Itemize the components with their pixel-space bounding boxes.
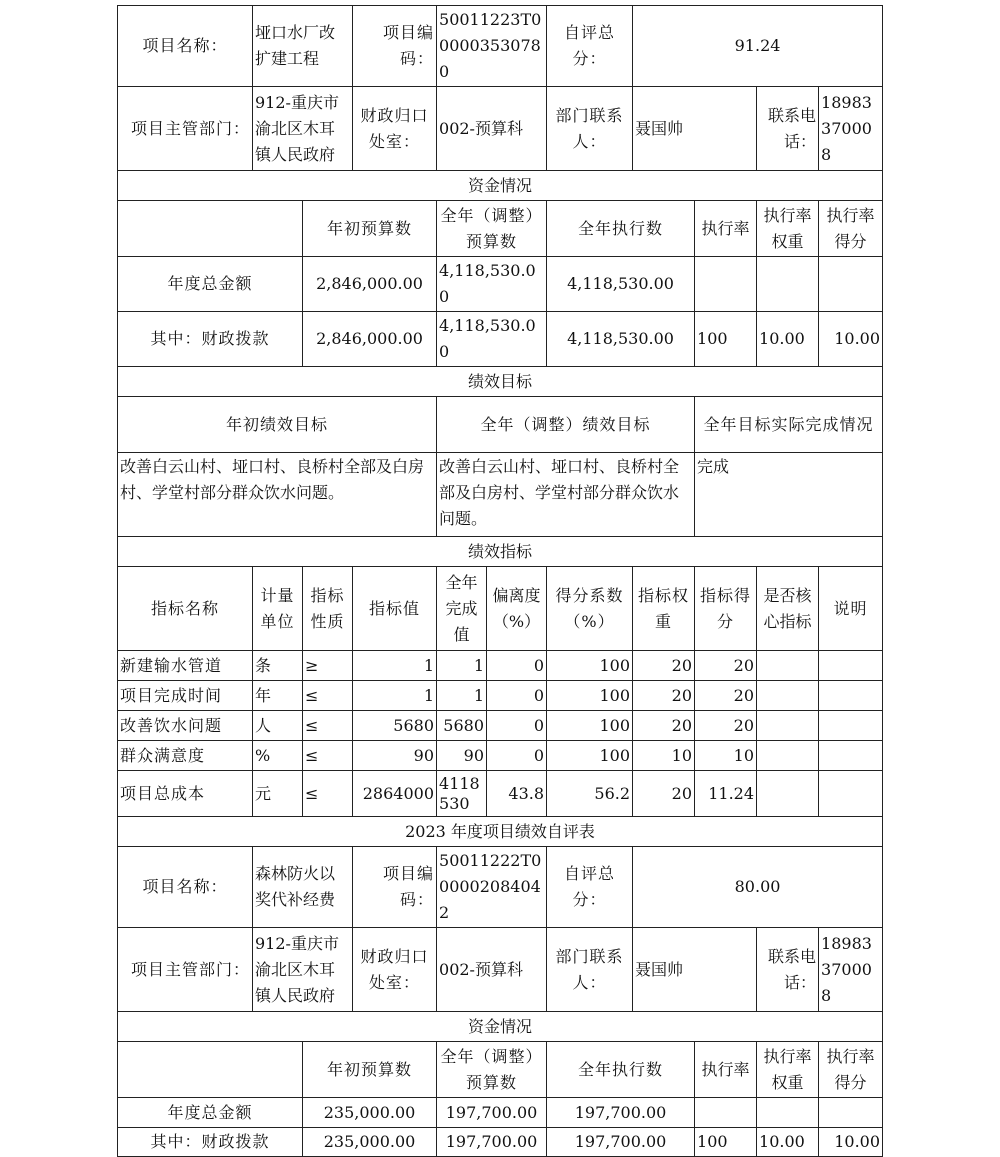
goals-section-title: 绩效目标: [118, 367, 883, 397]
dept-label: 项目主管部门：: [118, 928, 253, 1012]
indicator-deviation: 43.8: [487, 771, 547, 817]
goals-section-row: [118, 367, 883, 397]
indicator-deviation: 0: [487, 681, 547, 711]
self-score-value: 91.24: [633, 6, 883, 87]
self-score-label: 自评总分：: [547, 6, 633, 87]
performance-self-evaluation-table: [117, 5, 883, 1157]
indicator-weight: 20: [633, 681, 695, 711]
p1-funds-section-row: [118, 171, 883, 201]
ind-nature-header: 指标性质: [303, 567, 353, 651]
total-weight: [757, 1098, 819, 1128]
indicator-name: 群众满意度: [118, 741, 253, 771]
table-title: 2023 年度项目绩效自评表: [118, 817, 883, 847]
p2-funds-header-row: [118, 1042, 883, 1098]
project-code-value: 50011222T000002084042: [437, 847, 547, 928]
ind-value-header: 指标值: [353, 567, 437, 651]
indicator-score: 20: [695, 711, 757, 741]
indicator-name: 项目完成时间: [118, 681, 253, 711]
indicator-score: 10: [695, 741, 757, 771]
ind-name-header: 指标名称: [118, 567, 253, 651]
indicator-core: [757, 681, 819, 711]
indicator-value: 5680: [353, 711, 437, 741]
indicators-header-row: [118, 567, 883, 651]
indicator-score: 20: [695, 651, 757, 681]
fiscal-initial: 2,846,000.00: [303, 312, 437, 367]
goal-adjusted-header: 全年（调整）绩效目标: [437, 397, 695, 453]
indicator-deviation: 0: [487, 741, 547, 771]
indicator-value: 1: [353, 651, 437, 681]
indicator-deviation: 0: [487, 711, 547, 741]
phone-value: 18983370008: [819, 928, 883, 1012]
indicator-nature: ≤: [303, 711, 353, 741]
indicator-name: 改善饮水问题: [118, 711, 253, 741]
contact-label: 部门联系人：: [547, 87, 633, 171]
indicator-actual: 5680: [437, 711, 487, 741]
ind-weight-header: 指标权重: [633, 567, 695, 651]
indicator-note: [819, 741, 883, 771]
fiscal-adjusted: 197,700.00: [437, 1128, 547, 1157]
indicators-section-row: [118, 537, 883, 567]
total-score: [819, 257, 883, 312]
phone-value: 18983370008: [819, 87, 883, 171]
indicator-nature: ≤: [303, 741, 353, 771]
total-score: [819, 1098, 883, 1128]
col-adjusted-budget: 全年（调整）预算数: [437, 201, 547, 257]
fiscal-adjusted: 4,118,530.00: [437, 312, 547, 367]
indicator-coef: 100: [547, 681, 633, 711]
col-exec-rate: 执行率: [695, 201, 757, 257]
total-weight: [757, 257, 819, 312]
funds-header-blank: [118, 1042, 303, 1098]
p2-fiscal-row: [118, 1128, 883, 1157]
indicator-deviation: 0: [487, 651, 547, 681]
indicator-actual: 1: [437, 651, 487, 681]
indicator-unit: 元: [253, 771, 303, 817]
indicator-actual: 1: [437, 681, 487, 711]
table-row: [118, 741, 883, 771]
total-rate: [695, 257, 757, 312]
goal-initial-header: 年初绩效目标: [118, 397, 437, 453]
indicator-actual: 4118530: [437, 771, 487, 817]
col-exec-weight: 执行率权重: [757, 201, 819, 257]
funds-section-title: 资金情况: [118, 1012, 883, 1042]
indicator-core: [757, 771, 819, 817]
p1-total-row: [118, 257, 883, 312]
project-name-value: 森林防火以奖代补经费: [253, 847, 353, 928]
col-exec-rate: 执行率: [695, 1042, 757, 1098]
table-row: [118, 651, 883, 681]
indicator-weight: 20: [633, 711, 695, 741]
indicator-value: 90: [353, 741, 437, 771]
indicator-note: [819, 711, 883, 741]
dept-value: 912-重庆市渝北区木耳镇人民政府: [253, 87, 353, 171]
row-fiscal-label: 其中：财政拨款: [118, 1128, 303, 1157]
project-name-label: 项目名称：: [118, 6, 253, 87]
contact-value: 聂国帅: [633, 928, 757, 1012]
total-adjusted: 4,118,530.00: [437, 257, 547, 312]
project-name-value: 垭口水厂改扩建工程: [253, 6, 353, 87]
table-row: [118, 771, 883, 817]
indicator-nature: ≤: [303, 771, 353, 817]
row-fiscal-label: 其中：财政拨款: [118, 312, 303, 367]
indicator-weight: 20: [633, 651, 695, 681]
col-exec-weight: 执行率权重: [757, 1042, 819, 1098]
indicator-note: [819, 681, 883, 711]
indicator-weight: 10: [633, 741, 695, 771]
fiscal-initial: 235,000.00: [303, 1128, 437, 1157]
ind-actual-header: 全年完成值: [437, 567, 487, 651]
indicator-coef: 100: [547, 711, 633, 741]
p1-funds-header-row: [118, 201, 883, 257]
total-rate: [695, 1098, 757, 1128]
self-score-label: 自评总分：: [547, 847, 633, 928]
goals-content-row: [118, 453, 883, 537]
goal-actual-header: 全年目标实际完成情况: [695, 397, 883, 453]
self-score-value: 80.00: [633, 847, 883, 928]
table-row: [118, 711, 883, 741]
ind-deviation-header: 偏离度（%）: [487, 567, 547, 651]
ind-core-header: 是否核心指标: [757, 567, 819, 651]
total-initial: 2,846,000.00: [303, 257, 437, 312]
finance-value: 002-预算科: [437, 928, 547, 1012]
col-exec-score: 执行率得分: [819, 1042, 883, 1098]
col-initial-budget: 年初预算数: [303, 1042, 437, 1098]
ind-score-header: 指标得分: [695, 567, 757, 651]
col-executed: 全年执行数: [547, 201, 695, 257]
indicators-section-title: 绩效指标: [118, 537, 883, 567]
p1-header-row: [118, 6, 883, 87]
contact-label: 部门联系人：: [547, 928, 633, 1012]
indicator-core: [757, 741, 819, 771]
total-executed: 197,700.00: [547, 1098, 695, 1128]
finance-label: 财政归口处室：: [353, 928, 437, 1012]
p2-total-row: [118, 1098, 883, 1128]
indicator-unit: 人: [253, 711, 303, 741]
indicator-value: 2864000: [353, 771, 437, 817]
project-code-label: 项目编码：: [353, 6, 437, 87]
indicator-name: 项目总成本: [118, 771, 253, 817]
ind-coef-header: 得分系数（%）: [547, 567, 633, 651]
indicator-unit: 条: [253, 651, 303, 681]
indicator-name: 新建输水管道: [118, 651, 253, 681]
project-code-label: 项目编码：: [353, 847, 437, 928]
funds-header-blank: [118, 201, 303, 257]
dept-value: 912-重庆市渝北区木耳镇人民政府: [253, 928, 353, 1012]
fiscal-score: 10.00: [819, 1128, 883, 1157]
goal-initial-text: 改善白云山村、垭口村、良桥村全部及白房村、学堂村部分群众饮水问题。: [118, 453, 437, 537]
col-executed: 全年执行数: [547, 1042, 695, 1098]
total-initial: 235,000.00: [303, 1098, 437, 1128]
fiscal-score: 10.00: [819, 312, 883, 367]
dept-label: 项目主管部门：: [118, 87, 253, 171]
indicator-actual: 90: [437, 741, 487, 771]
indicator-note: [819, 771, 883, 817]
indicator-coef: 100: [547, 651, 633, 681]
finance-value: 002-预算科: [437, 87, 547, 171]
ind-note-header: 说明: [819, 567, 883, 651]
indicator-weight: 20: [633, 771, 695, 817]
total-adjusted: 197,700.00: [437, 1098, 547, 1128]
indicator-coef: 56.2: [547, 771, 633, 817]
p2-dept-row: [118, 928, 883, 1012]
fiscal-weight: 10.00: [757, 1128, 819, 1157]
table-row: [118, 681, 883, 711]
indicator-core: [757, 651, 819, 681]
fiscal-executed: 4,118,530.00: [547, 312, 695, 367]
table-title-row: [118, 817, 883, 847]
indicator-core: [757, 711, 819, 741]
indicator-note: [819, 651, 883, 681]
indicator-coef: 100: [547, 741, 633, 771]
phone-label: 联系电话：: [757, 928, 819, 1012]
finance-label: 财政归口处室：: [353, 87, 437, 171]
fiscal-weight: 10.00: [757, 312, 819, 367]
goal-adjusted-text: 改善白云山村、垭口村、良桥村全部及白房村、学堂村部分群众饮水问题。: [437, 453, 695, 537]
project-code-value: 50011223T000003530780: [437, 6, 547, 87]
indicator-unit: %: [253, 741, 303, 771]
col-adjusted-budget: 全年（调整）预算数: [437, 1042, 547, 1098]
p1-dept-row: [118, 87, 883, 171]
p1-fiscal-row: [118, 312, 883, 367]
goals-header-row: [118, 397, 883, 453]
fiscal-rate: 100: [695, 1128, 757, 1157]
goal-actual-text: 完成: [695, 453, 883, 537]
phone-label: 联系电话：: [757, 87, 819, 171]
project-name-label: 项目名称：: [118, 847, 253, 928]
row-total-label: 年度总金额: [118, 1098, 303, 1128]
funds-section-title: 资金情况: [118, 171, 883, 201]
indicator-score: 20: [695, 681, 757, 711]
total-executed: 4,118,530.00: [547, 257, 695, 312]
indicator-score: 11.24: [695, 771, 757, 817]
indicator-value: 1: [353, 681, 437, 711]
indicator-nature: ≤: [303, 681, 353, 711]
indicator-unit: 年: [253, 681, 303, 711]
fiscal-rate: 100: [695, 312, 757, 367]
col-initial-budget: 年初预算数: [303, 201, 437, 257]
contact-value: 聂国帅: [633, 87, 757, 171]
indicator-nature: ≥: [303, 651, 353, 681]
ind-unit-header: 计量单位: [253, 567, 303, 651]
fiscal-executed: 197,700.00: [547, 1128, 695, 1157]
p2-header-row: [118, 847, 883, 928]
col-exec-score: 执行率得分: [819, 201, 883, 257]
p2-funds-section-row: [118, 1012, 883, 1042]
row-total-label: 年度总金额: [118, 257, 303, 312]
